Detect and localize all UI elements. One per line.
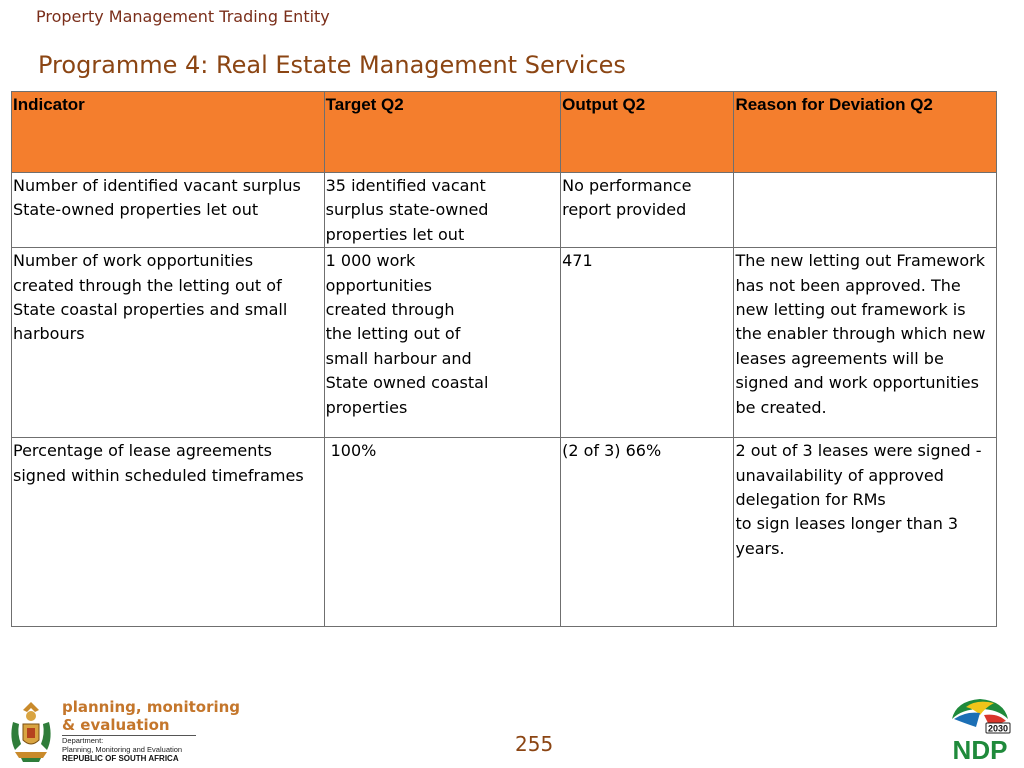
table-row (12, 173, 997, 248)
table-header-row (12, 92, 997, 173)
target-cell (324, 248, 560, 438)
indicator-text: Number of identified vacant surplus State-owned properties let out (13, 176, 301, 220)
reason-text: The new letting out Framework has not been approved. The new letting out framework is the enabler through which new leases agreements will be signed and work opportunities be created. (735, 251, 986, 417)
column-header-indicator: Indicator (12, 92, 325, 173)
indicator-cell (12, 248, 325, 438)
indicator-cell (12, 173, 325, 248)
reason-cell (734, 248, 997, 438)
page-title: Programme 4: Real Estate Management Services (38, 51, 626, 79)
target-text: 100% (330, 441, 377, 461)
ndp-label: NDP (952, 735, 1008, 763)
reason-text: 2 out of 3 leases were signed - unavailability of approved delegation for RMs to sign leases longer than 3 years. (735, 441, 982, 558)
column-header-target: Target Q2 (324, 92, 560, 173)
department-name: Department: Planning, Monitoring and Evaluation (62, 736, 183, 754)
output-cell (561, 173, 734, 248)
indicator-cell (12, 438, 325, 627)
output-text: No performance report provided (562, 176, 692, 220)
table-row (12, 438, 997, 627)
indicator-text: Number of work opportunities created through the letting out of State coastal properties and small harbours (13, 251, 288, 344)
table-row (12, 248, 997, 438)
ndp-year: 2030 (987, 723, 1009, 734)
target-cell (324, 438, 560, 627)
dpme-logo-line1: planning, monitoring (62, 698, 241, 716)
entity-name: Property Management Trading Entity (36, 7, 330, 26)
reason-cell (734, 438, 997, 627)
column-header-reason: Reason for Deviation Q2 (734, 92, 997, 173)
column-header-output: Output Q2 (561, 92, 734, 173)
output-cell (561, 438, 734, 627)
output-cell (561, 248, 734, 438)
indicator-text: Percentage of lease agreements signed within scheduled timeframes (13, 441, 304, 485)
dpme-logo-line2: & evaluation (62, 716, 170, 734)
indicator-table (11, 91, 997, 627)
reason-cell (734, 173, 997, 248)
output-text: 471 (562, 251, 593, 271)
target-text: 1 000 work opportunities created through the letting out of small harbour and State owned coastal properties (325, 251, 489, 417)
country-name: REPUBLIC OF SOUTH AFRICA (62, 754, 179, 763)
coat-of-arms-icon (5, 700, 57, 764)
ndp-logo-icon (946, 697, 1014, 763)
page-number: 255 (515, 732, 554, 756)
output-text: (2 of 3) 66% (562, 441, 662, 461)
target-cell (324, 173, 560, 248)
target-text: 35 identified vacant surplus state-owned properties let out (325, 176, 489, 244)
